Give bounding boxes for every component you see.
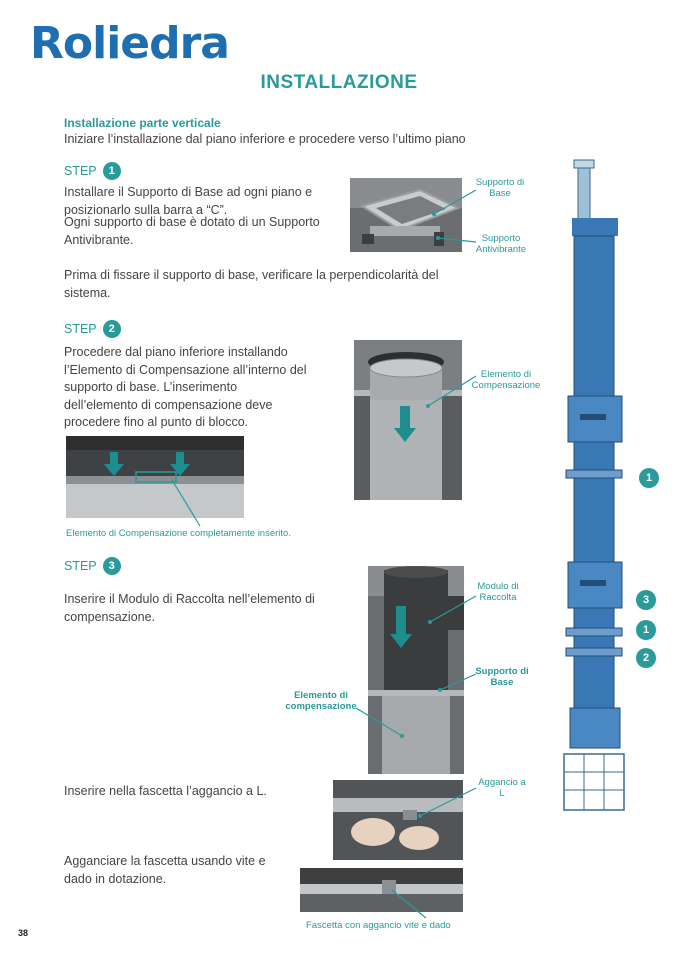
diagram-badge-2: 2 — [636, 648, 656, 668]
step-3-text-vite: Agganciare la fascetta usando vite e dado in dotazione. — [64, 854, 266, 886]
callout-supporto-antivibrante: Supporto Antivibrante — [475, 233, 527, 255]
section-intro: Iniziare l’installazione dal piano inferiore e procedere verso l’ultimo piano — [64, 132, 466, 146]
photo-elemento-compensazione — [354, 340, 462, 500]
brand-logo: Roliedra — [30, 18, 230, 69]
diagram-badge-1-upper: 1 — [639, 468, 659, 488]
diagram-badge-3: 3 — [636, 590, 656, 610]
callout-line-elemento-step3 — [352, 700, 408, 744]
photo-fascetta-vite — [300, 868, 463, 912]
step-1-text-1: Installare il Supporto di Base ad ogni piano e posizionarlo sulla barra a “C”. — [64, 185, 313, 217]
step-1-number: 1 — [103, 162, 121, 180]
callout-lines-step3 — [410, 586, 480, 746]
photo-elemento-inserito — [66, 436, 244, 518]
callout-line-step2-caption — [160, 476, 210, 532]
callout-modulo-raccolta: Modulo di Raccolta — [477, 581, 519, 603]
step-2-label: STEP — [64, 322, 97, 336]
caption-fascetta-vite: Fascetta con aggancio vite e dado — [306, 920, 451, 931]
step-3-number: 3 — [103, 557, 121, 575]
step-1-label: STEP — [64, 164, 97, 178]
step-3-label: STEP — [64, 559, 97, 573]
callout-elemento-compensazione: Elemento di Compensazione — [471, 369, 541, 391]
step-3-text: Inserire il Modulo di Raccolta nell’elemento di compensazione. — [64, 592, 315, 624]
callout-supporto-base-step3: Supporto di Base — [475, 666, 529, 688]
callout-elemento-compensazione-step3: Elemento di compensazione — [285, 690, 357, 712]
step-2-number: 2 — [103, 320, 121, 338]
page-number: 38 — [18, 928, 29, 938]
callout-aggancio-l: Aggancio a L — [478, 777, 526, 799]
callout-line-aggancio — [410, 782, 480, 826]
step-1-text-2: Ogni supporto di base è dotato di un Supporto Antivibrante. — [64, 215, 320, 247]
caption-elemento-inserito: Elemento di Compensazione completamente inserito. — [66, 528, 291, 539]
step-2-heading — [64, 320, 121, 338]
diagram-vertical-system — [556, 158, 632, 818]
step-3-heading — [64, 557, 121, 575]
step-1-text-3: Prima di fissare il supporto di base, verificare la perpendicolarità del sistema. — [64, 268, 439, 300]
page-title: INSTALLAZIONE — [260, 72, 418, 93]
callout-line-vite — [388, 886, 438, 922]
diagram-badge-1-lower: 1 — [636, 620, 656, 640]
step-3-text-aggancio: Inserire nella fascetta l’aggancio a L. — [64, 784, 267, 798]
step-2-text: Procedere dal piano inferiore installando l’Elemento di Compensazione all’interno del supporto di base. L’inserimento dell’elemento di compensazione deve procedere fino al punto di blocco. — [64, 345, 307, 429]
step-1-heading — [64, 162, 121, 180]
callout-supporto-base: Supporto di Base — [475, 177, 525, 199]
section-title: Installazione parte verticale — [64, 116, 221, 130]
